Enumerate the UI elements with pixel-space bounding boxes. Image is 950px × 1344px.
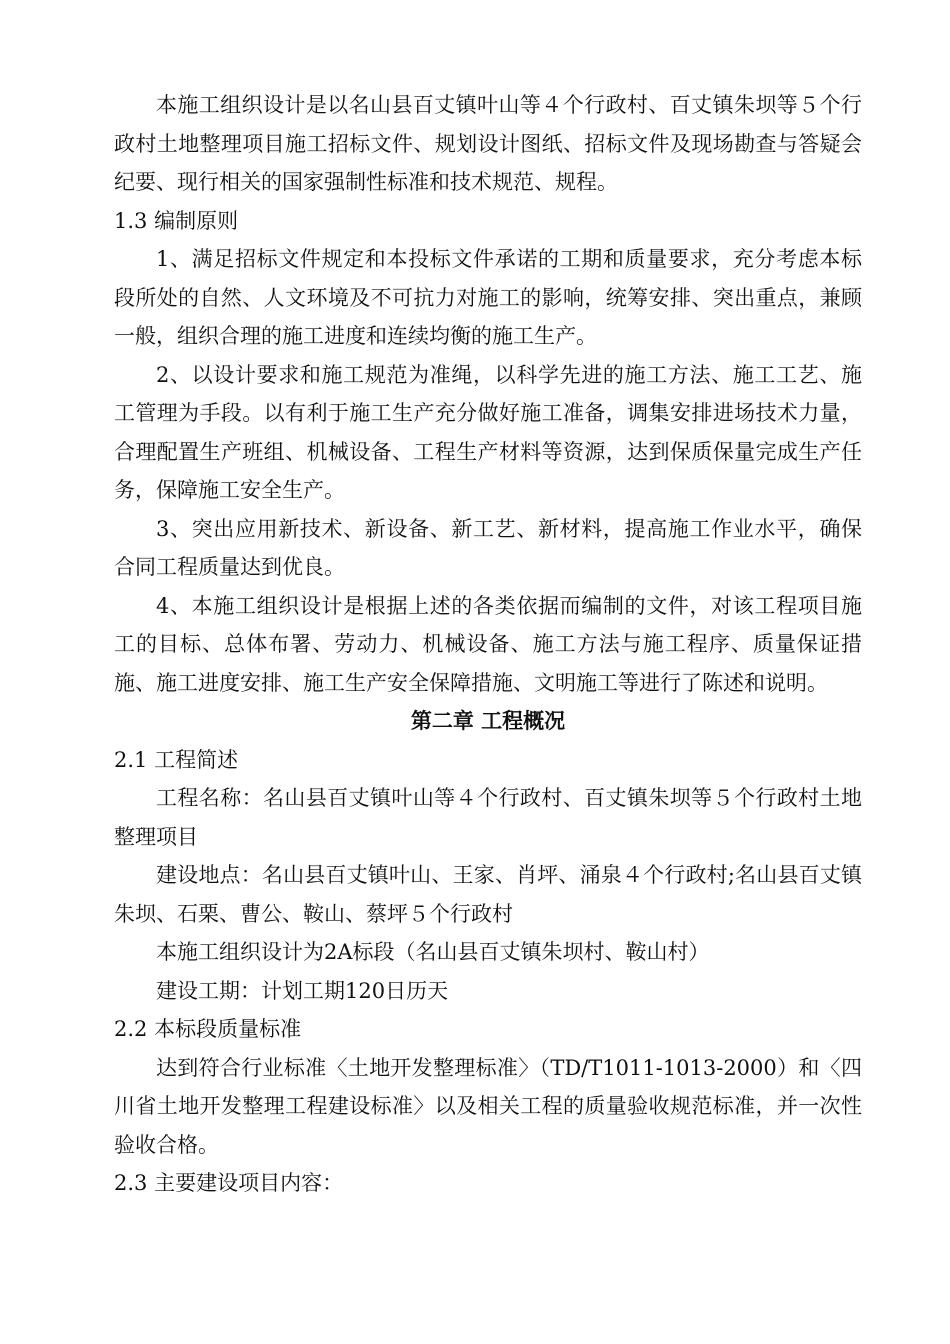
- section-heading-1-3: 1.3 编制原则: [114, 208, 239, 233]
- paragraph-principle-3: 3、突出应用新技术、新设备、新工艺、新材料，提高施工作业水平，确保合同工程质量达到优良。: [114, 516, 862, 579]
- paragraph-basis: 本施工组织设计是以名山县百丈镇叶山等４个行政村、百丈镇朱坝等５个行政村土地整理项目施工招标文件、规划设计图纸、招标文件及现场勘查与答疑会纪要、现行相关的国家强制性标准和技术规范、规程。: [114, 93, 862, 194]
- paragraph-principle-2: 2、以设计要求和施工规范为准绳，以科学先进的施工方法、施工工艺、施工管理为手段。以有利于施工生产充分做好施工准备，调集安排进场技术力量，合理配置生产班组、机械设备、工程生产材料等资源，达到保质保量完成生产任务，保障施工安全生产。: [114, 362, 862, 502]
- document-page: [114, 86, 862, 1203]
- paragraph-project-name: 工程名称：名山县百丈镇叶山等４个行政村、百丈镇朱坝等５个行政村土地整理项目: [114, 786, 862, 849]
- section-heading-2-2: 2.2 本标段质量标准: [114, 1017, 302, 1041]
- paragraph-principle-4: 4、本施工组织设计是根据上述的各类依据而编制的文件，对该工程项目施工的目标、总体布署、劳动力、机械设备、施工方法与施工程序、质量保证措施、施工进度安排、施工生产安全保障措施、文明施工等进行了陈述和说明。: [114, 593, 862, 695]
- paragraph-quality-standard: 达到符合行业标准〈土地开发整理标准〉（TD/T1011-1013-2000）和〈四川省土地开发整理工程建设标准〉以及相关工程的质量验收规范标准，并一次性验收合格。: [114, 1055, 862, 1157]
- section-heading-2-1: 2.1 工程简述: [114, 747, 239, 772]
- paragraph-principle-1: 1、满足招标文件规定和本投标文件承诺的工期和质量要求，充分考虑本标段所处的自然、人文环境及不可抗力对施工的影响，统筹安排、突出重点，兼顾一般，组织合理的施工进度和连续均衡的施工生产。: [114, 247, 862, 348]
- paragraph-location: 建设地点：名山县百丈镇叶山、王家、肖坪、涌泉４个行政村;名山县百丈镇朱坝、石栗、曹公、鞍山、蔡坪５个行政村: [114, 863, 862, 926]
- chapter-title: 第二章 工程概况: [410, 709, 566, 733]
- section-heading-2-3: 2.3 主要建设项目内容：: [114, 1171, 344, 1195]
- paragraph-section: 本施工组织设计为2A标段（名山县百丈镇朱坝村、鞍山村）: [156, 940, 710, 964]
- paragraph-duration: 建设工期：计划工期120日历天: [156, 978, 449, 1003]
